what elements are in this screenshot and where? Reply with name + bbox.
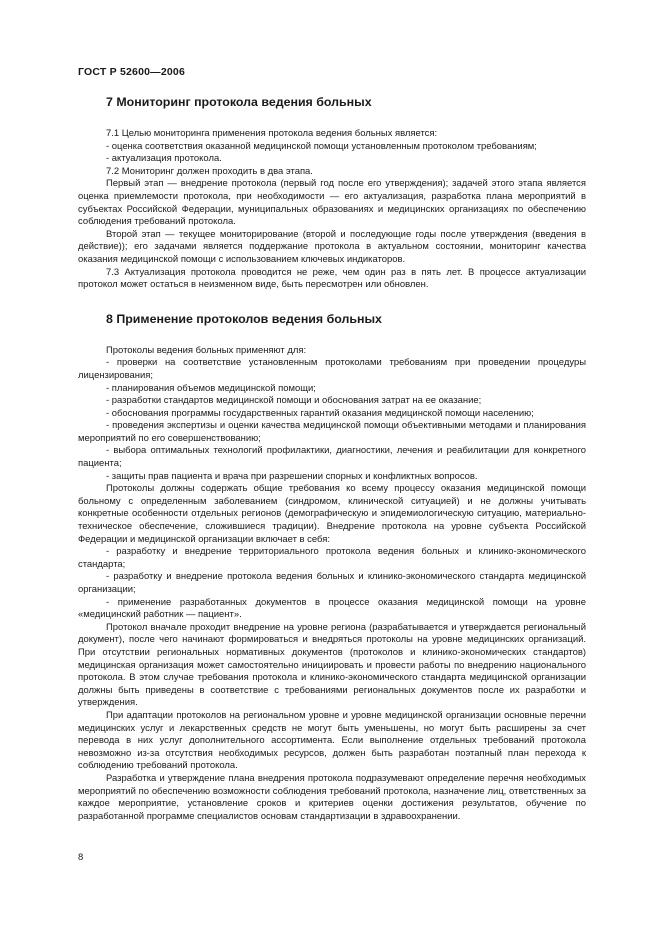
section-8-title: 8 Применение протоколов ведения больных <box>106 311 382 326</box>
list-item: - выбора оптимальных технологий профилактики, диагностики, лечения и реабилитации для конкретного пациента; <box>78 445 586 470</box>
list-item: - разработку и внедрение протокола ведения больных и клинико-экономического стандарта медицинской организации; <box>78 571 586 595</box>
list-item: - актуализация протокола. <box>106 153 222 165</box>
paragraph: Разработка и утверждение плана внедрения протокола подразумевают определение перечня необходимых мероприятий по обеспечению возможности соблюдения требований протокола, назначение лиц, ответственных за каждое мероприятие, установление сроков и критериев оценки достижения результатов, обучение по разработанной программе специалистов основам стандартизации в здравоохранении. <box>78 772 586 822</box>
paragraph: При адаптации протоколов на региональном уровне и уровне медицинской организации основные перечни медицинских услуг и лекарственных средств не могут быть уменьшены, но могут быть расширены за счет перевода в них услуг дополнительного ассортимента. Если выполнение отдельных требований протокола невозможно из-за отсутствия необходимых ресурсов, должен быть разработан поэтапный план перехода к соблюдению требований протокола. <box>78 709 586 772</box>
paragraph: Протоколы ведения больных применяют для: <box>106 344 307 356</box>
list-item: - проведения экспертизы и оценки качества медицинской помощи объективными методами и планирования мероприятий по его совершенствованию; <box>78 420 586 444</box>
standard-header: ГОСТ Р 52600—2006 <box>78 66 186 78</box>
paragraph: 7.1 Целью мониторинга применения протокола ведения больных является: <box>106 128 438 139</box>
paragraph: 7.2 Мониторинг должен проходить в два этапа. <box>106 165 313 177</box>
list-item: - разработки стандартов медицинской помощи и обоснования затрат на ее оказание; <box>106 395 482 407</box>
paragraph: 7.3 Актуализация протокола проводится не реже, чем один раз в пять лет. В процессе актуализации протокол может остаться в неизменном виде, быть пересмотрен или обновлен. <box>78 266 586 291</box>
list-item: - защиты прав пациента и врача при разрешении спорных и конфликтных вопросов. <box>106 470 478 482</box>
page-content <box>78 92 586 823</box>
list-item: - оценка соответствия оказанной медицинской помощи установленным протоколом требованиям; <box>106 140 537 152</box>
section-7-title: 7 Мониторинг протокола ведения больных <box>106 95 372 109</box>
paragraph: Протоколы должны содержать общие требования ко всему процессу оказания медицинской помощи больному с определенным заболеванием (синдромом, клинической ситуацией) и не должны учитывать конкретные особенности отдельных регионов (демографическую и эпидемиологическую ситуацию, материально-техническое обеспечение, сложившиеся традиции). Внедрение протокола на уровне субъекта Российской Федерации и медицинской организации включает в себя: <box>78 483 586 545</box>
list-item: - проверки на соответствие установленным протоколами требованиям при проведении процедуры лицензирования; <box>78 357 586 381</box>
list-item: - планирования объемов медицинской помощи; <box>106 382 316 394</box>
list-item: - применение разработанных документов в процессе оказания медицинской помощи на уровне «медицинский работник — пациент». <box>78 596 586 621</box>
page-number: 8 <box>78 852 84 863</box>
paragraph: Протокол вначале проходит внедрение на уровне региона (разрабатывается и утверждается региональный документ), после чего начинают формироваться и внедряться протоколы на уровне медицинских организаций. При отсутствии региональных нормативных документов (протоколов и клинико-экономических стандартов) медицинская организация может самостоятельно инициировать и провести работы по внедрению национального протокола. В этом случае требования протокола и клинико-экономического стандарта медицинской организации должны быть приведены в соответствие с требованиями региональных документов после их разработки и утверждения. <box>78 621 586 709</box>
paragraph: Первый этап — внедрение протокола (первый год после его утверждения); задачей этого этапа является оценка приемлемости протокола, при необходимости — его актуализация, разработка плана мероприятий в субъектах Российской Федерации, муниципальных образованиях и медицинских организациях по обеспечению соблюдения требований протокола. <box>78 178 586 228</box>
list-item: - разработку и внедрение территориального протокола ведения больных и клинико-экономического стандарта; <box>78 546 586 570</box>
list-item: - обоснования программы государственных гарантий оказания медицинской помощи населению; <box>106 407 534 419</box>
paragraph: Второй этап — текущее мониторирование (второй и последующие годы после утверждения (введения в действие)); его задачами является поддержание протокола в актуальном состоянии, мониторинг качества оказания медицинской помощи с использованием ключевых индикаторов. <box>78 228 586 265</box>
